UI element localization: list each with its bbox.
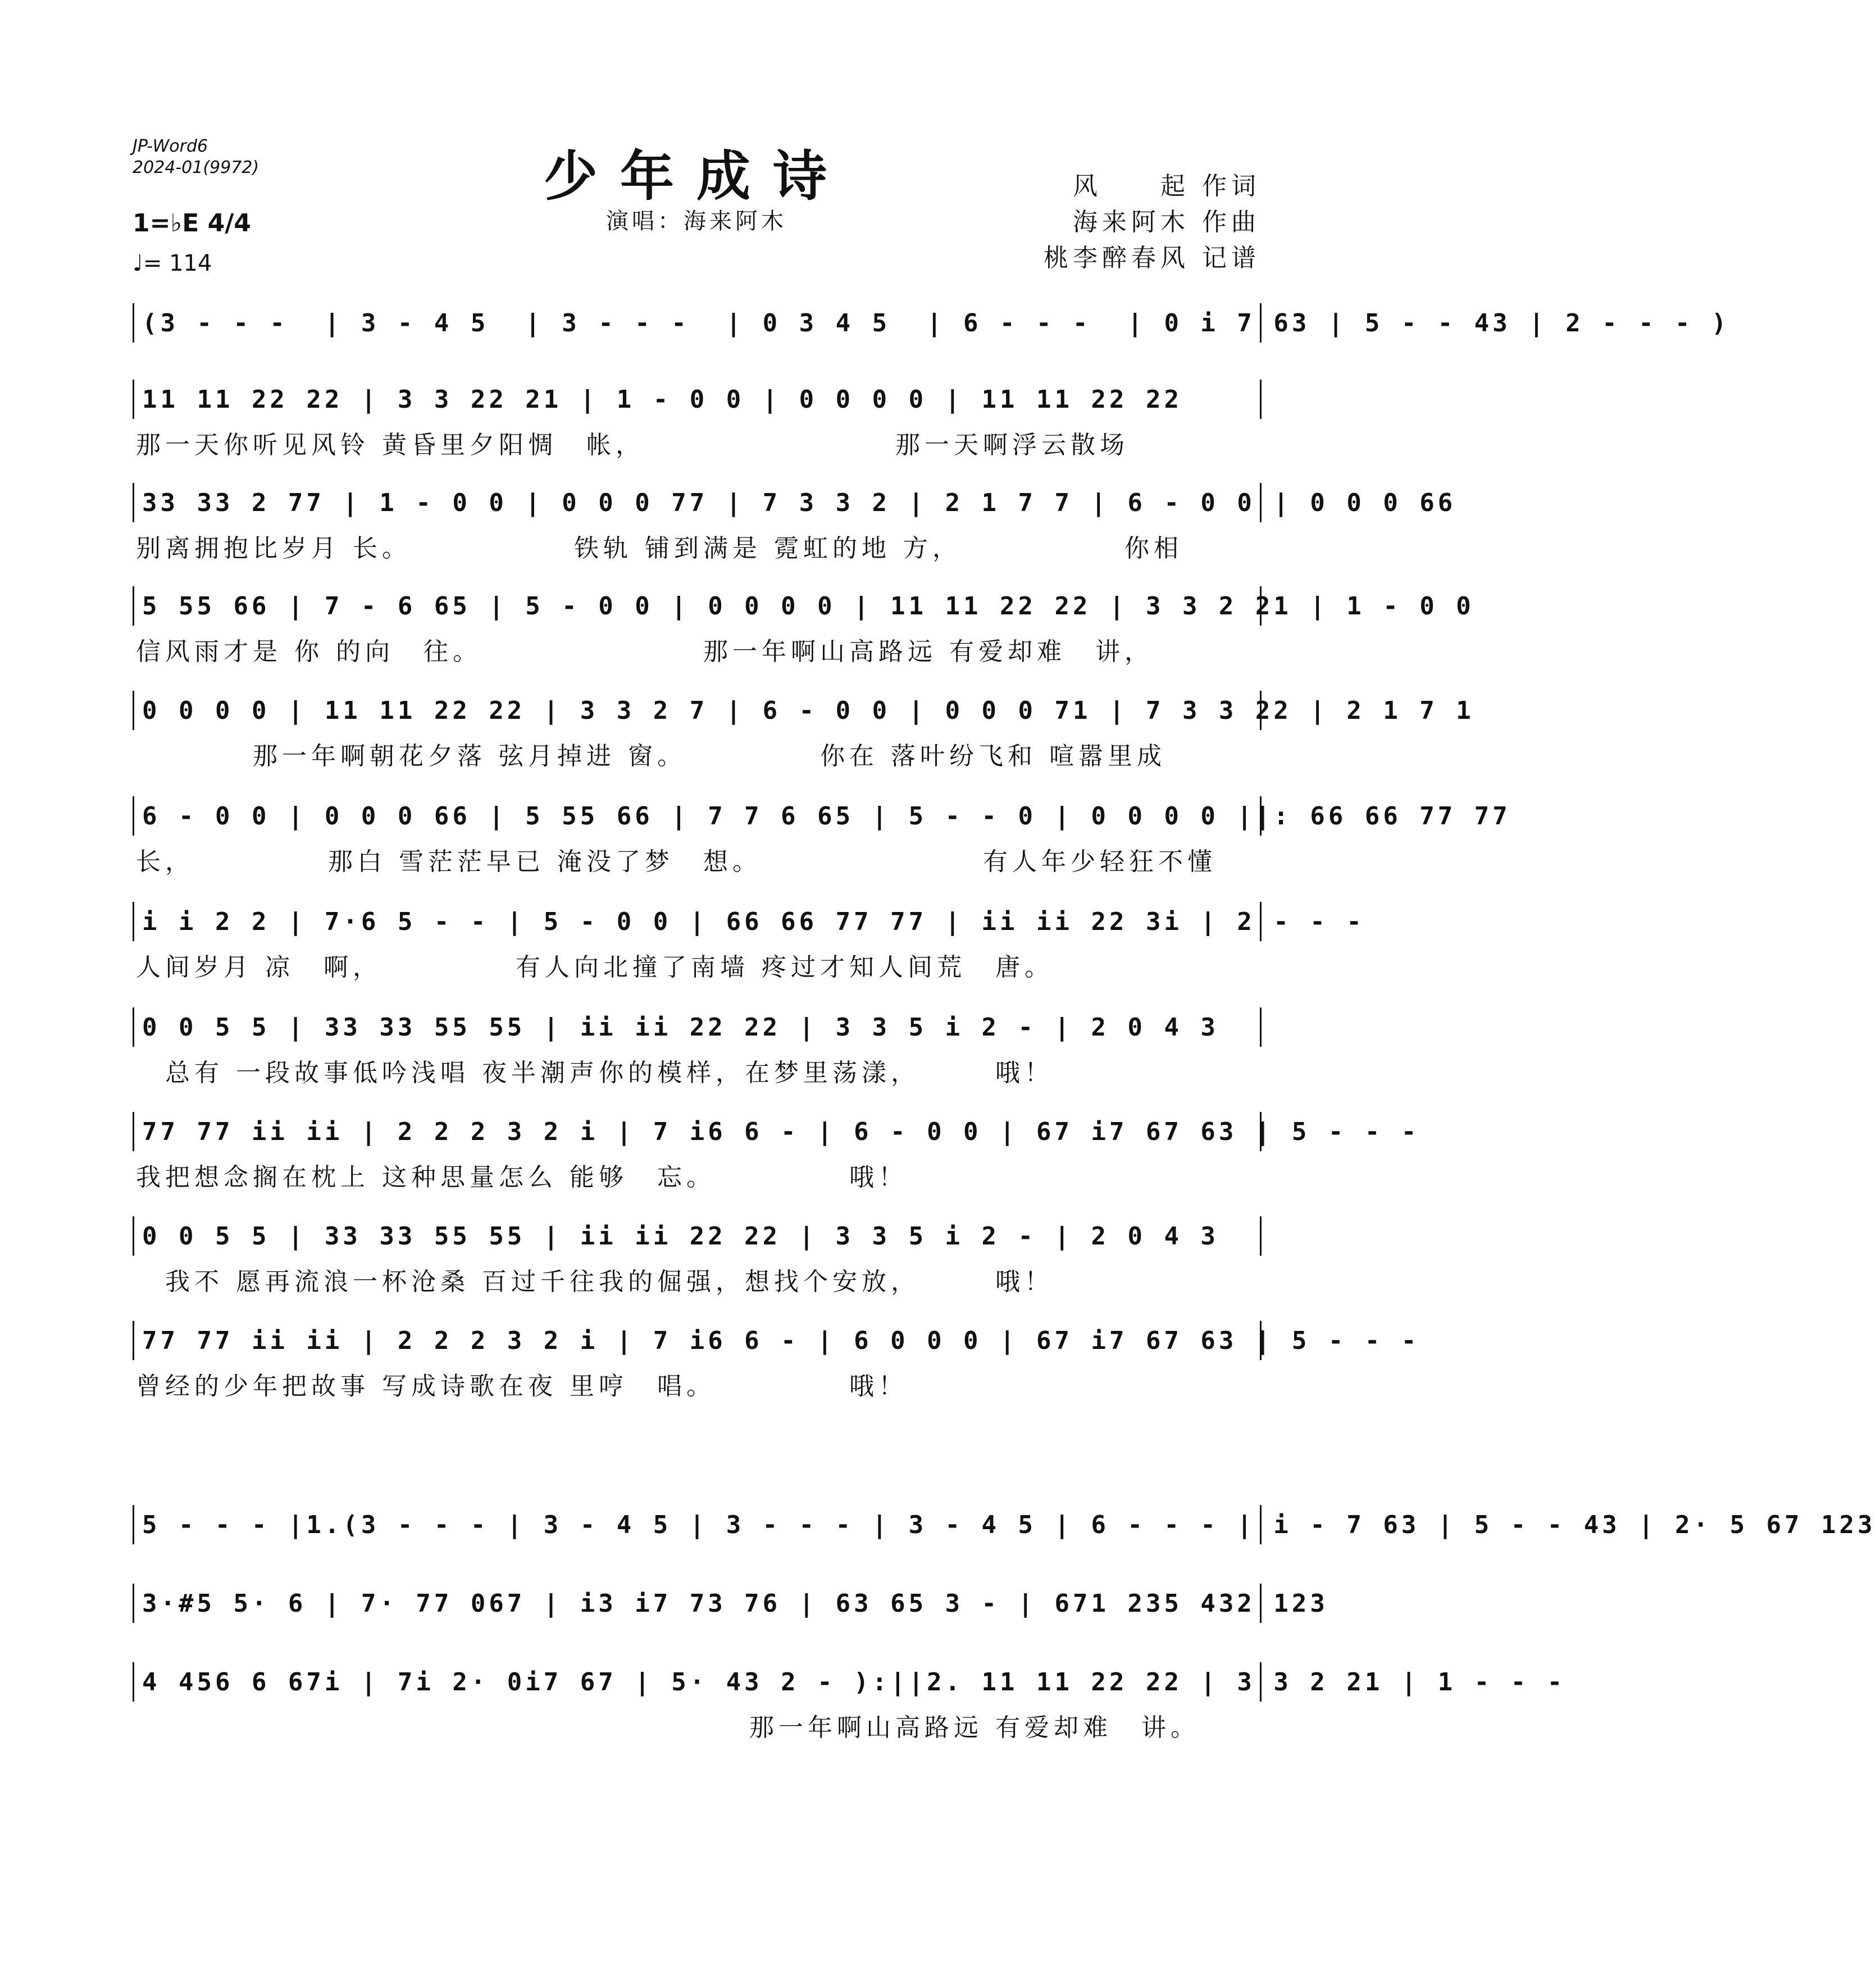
lyric-line: 信风雨才是 你 的向 往。 那一年啊山高路远 有爱却难 讲， <box>136 637 1154 666</box>
score-system <box>133 1505 1876 1544</box>
note-row: 0 0 5 5 | 33 33 55 55 | ii ii 22 22 | 3 3 5 i 2 - | 2 0 4 3 <box>133 1007 1262 1047</box>
score-system <box>133 483 1456 564</box>
lyricist: 风 起 作词 <box>1073 172 1260 200</box>
note-row: 11 11 22 22 | 3 3 22 21 | 1 - 0 0 | 0 0 0 0 | 11 11 22 22 <box>133 380 1262 419</box>
score-system <box>133 902 1365 983</box>
singer: 演唱：海来阿木 <box>606 208 787 234</box>
score-system <box>133 1321 1420 1402</box>
score-system <box>133 796 1511 877</box>
note-row: 5 55 66 | 7 - 6 65 | 5 - 0 0 | 0 0 0 0 | 11 11 22 22 | 3 3 2 21 | 1 - 0 0 <box>133 586 1262 626</box>
note-row: 4 456 6 67i | 7i 2· 0i7 67 | 5· 43 2 - ):||2. 11 11 22 22 | 3 3 2 21 | 1 - - - <box>133 1662 1262 1702</box>
lyric-line: 总有 一段故事低吟浅唱 夜半潮声你的模样，在梦里荡漾， 哦！ <box>136 1059 1054 1087</box>
lyric-line: 我把想念搁在枕上 这种思量怎么 能够 忘。 哦！ <box>136 1163 908 1192</box>
note-row: 0 0 5 5 | 33 33 55 55 | ii ii 22 22 | 3 3 5 i 2 - | 2 0 4 3 <box>133 1216 1262 1256</box>
score-system <box>133 691 1474 772</box>
score-system <box>133 303 1730 343</box>
note-row: 0 0 0 0 | 11 11 22 22 | 3 3 2 7 | 6 - 0 0 | 0 0 0 71 | 7 3 3 22 | 2 1 7 1 <box>133 691 1262 730</box>
note-row: 3·#5 5· 6 | 7· 77 067 | i3 i7 73 76 | 63 65 3 - | 671 235 432 123 <box>133 1584 1262 1623</box>
composer: 海来阿木 作曲 <box>1073 208 1260 236</box>
note-row: i i 2 2 | 7·6 5 - - | 5 - 0 0 | 66 66 77 77 | ii ii 22 3i | 2 - - - <box>133 902 1262 941</box>
song-title: 少年成诗 <box>544 144 849 208</box>
score-system <box>133 1112 1420 1193</box>
score-system <box>133 586 1474 667</box>
tempo: ♩= 114 <box>133 250 212 276</box>
score-system <box>133 1584 1328 1623</box>
lyric-line: 那一年啊朝花夕落 弦月掉进 窗。 你在 落叶纷飞和 喧嚣里成 <box>136 742 1166 770</box>
lyric-line: 那一天你听见风铃 黄昏里夕阳惆 帐， 那一天啊浮云散场 <box>136 431 1129 459</box>
note-row: 77 77 ii ii | 2 2 2 3 2 i | 7 i6 6 - | 6 - 0 0 | 67 i7 67 63 | 5 - - - <box>133 1112 1262 1151</box>
software-version: 2024-01(9972) <box>133 158 259 177</box>
key-signature: 1=♭E 4/4 <box>133 209 251 238</box>
lyric-line: 我不 愿再流浪一杯沧桑 百过千往我的倔强，想找个安放， 哦！ <box>136 1267 1054 1296</box>
note-row: (3 - - - | 3 - 4 5 | 3 - - - | 0 3 4 5 | 6 - - - | 0 i 7 63 | 5 - - 43 | 2 - - - ) <box>133 303 1262 343</box>
software-name: JP-Word6 <box>133 136 208 156</box>
lyric-line: 别离拥抱比岁月 长。 铁轨 铺到满是 霓虹的地 方， 你相 <box>136 534 1183 563</box>
lyric-line: 人间岁月 凉 啊， 有人向北撞了南墙 疼过才知人间荒 唐。 <box>136 953 1054 982</box>
note-row: 6 - 0 0 | 0 0 0 66 | 5 55 66 | 7 7 6 65 | 5 - - 0 | 0 0 0 0 ||: 66 66 77 77 <box>133 796 1262 836</box>
score-system <box>133 1216 1262 1297</box>
transcriber: 桃李醉春风 记谱 <box>1044 244 1260 272</box>
lyric-line: 曾经的少年把故事 写成诗歌在夜 里哼 唱。 哦！ <box>136 1372 908 1401</box>
score-system <box>133 1662 1566 1743</box>
score-system <box>133 380 1262 460</box>
note-row: 77 77 ii ii | 2 2 2 3 2 i | 7 i6 6 - | 6 0 0 0 | 67 i7 67 63 | 5 - - - <box>133 1321 1262 1360</box>
lyric-line: 长， 那白 雪茫茫早已 淹没了梦 想。 有人年少轻狂不懂 <box>136 847 1217 876</box>
note-row: 33 33 2 77 | 1 - 0 0 | 0 0 0 77 | 7 3 3 2 | 2 1 7 7 | 6 - 0 0 | 0 0 0 66 <box>133 483 1262 522</box>
score-system <box>133 1007 1262 1088</box>
credits <box>1044 168 1260 276</box>
note-row: 5 - - - |1.(3 - - - | 3 - 4 5 | 3 - - - | 3 - 4 5 | 6 - - - | i - 7 63 | 5 - - 43 | 2· 5 67 123 <box>133 1505 1262 1544</box>
lyric-line: 那一年啊山高路远 有爱却难 讲。 <box>136 1713 1200 1742</box>
